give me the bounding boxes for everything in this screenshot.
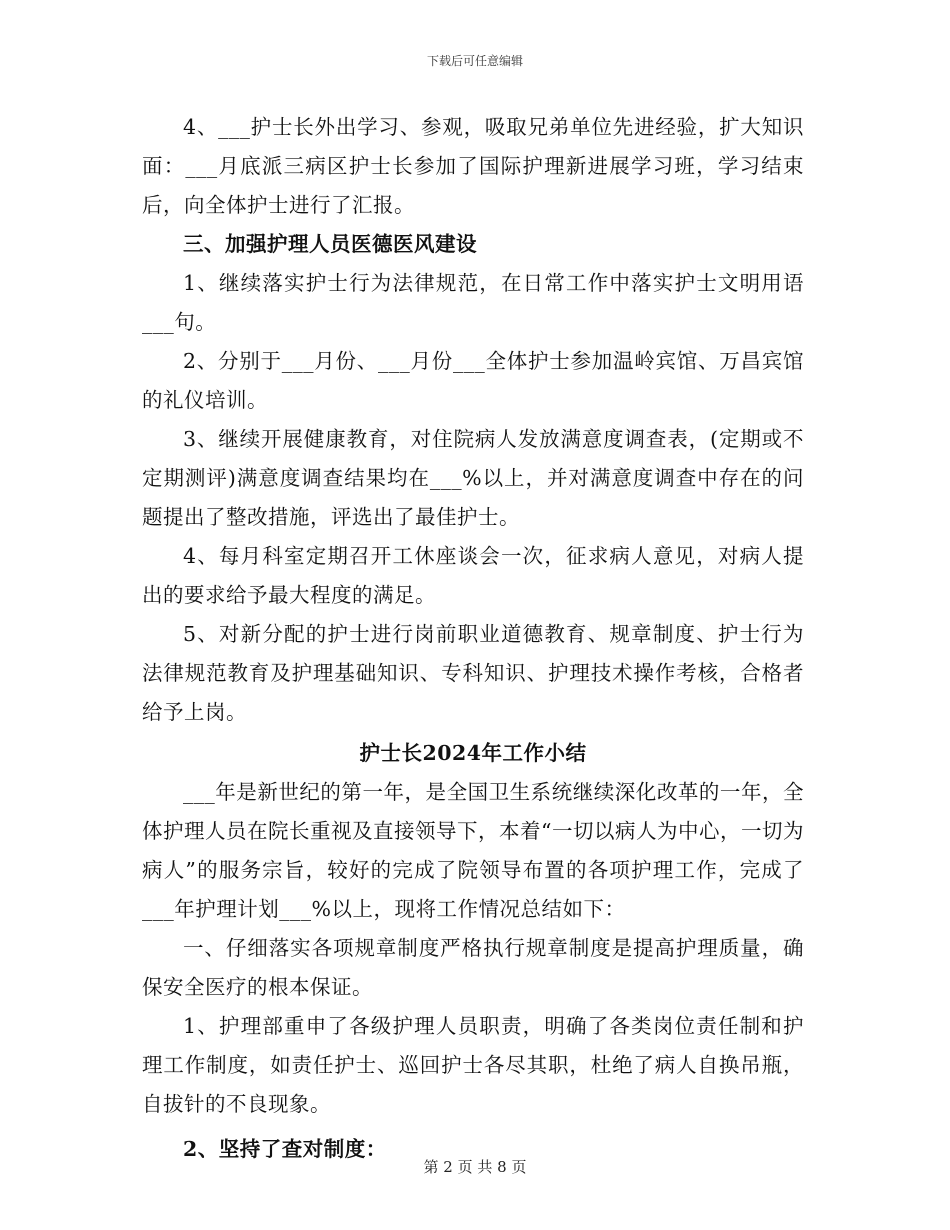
paragraph-item-1-duties: 1、护理部重申了各级护理人员职责，明确了各类岗位责任制和护理工作制度，如责任护士、巡回护士各尽其职，杜绝了病人自换吊瓶，自拔针的不良现象。 (142, 1014, 804, 1116)
paragraph-item-5-training: 5、对新分配的护士进行岗前职业道德教育、规章制度、护士行为法律规范教育及护理基础知识、专科知识、护理技术操作考核，合格者给予上岗。 (142, 622, 804, 724)
paragraph-section-one: 一、仔细落实各项规章制度严格执行规章制度是提高护理质量，确保安全医疗的根本保证。 (142, 936, 804, 999)
paragraph-item-4-meeting: 4、每月科室定期召开工休座谈会一次，征求病人意见，对病人提出的要求给予最大程度的满足。 (142, 544, 804, 607)
section-heading-ethics: 三、加强护理人员医德医风建设 (183, 232, 477, 256)
paragraph-item-1-norms: 1、继续落实护士行为法律规范，在日常工作中落实护士文明用语___句。 (142, 271, 804, 334)
page-footer: 第 2 页 共 8 页 (423, 1158, 527, 1176)
document-body (142, 108, 804, 1169)
paragraph-intro: ___年是新世纪的第一年，是全国卫生系统继续深化改革的一年，全体护理人员在院长重视及直接领导下，本着“一切以病人为中心，一切为病人”的服务宗旨，较好的完成了院领导布置的各项护理工作，完成了___年护理计划___%以上，现将工作情况总结如下： (142, 780, 804, 921)
paragraph-item-3-education: 3、继续开展健康教育，对住院病人发放满意度调查表，(定期或不定期测评)满意度调查结果均在___%以上，并对满意度调查中存在的问题提出了整改措施，评选出了最佳护士。 (142, 427, 804, 529)
section-heading-checking: 2、坚持了查对制度： (183, 1137, 387, 1161)
paragraph-item-2-etiquette: 2、分别于___月份、___月份___全体护士参加温岭宾馆、万昌宾馆的礼仪培训。 (142, 349, 804, 412)
document-title: 护士长2024年工作小结 (359, 741, 587, 765)
header-note: 下载后可任意编辑 (426, 54, 523, 68)
paragraph-item-4-study: 4、___护士长外出学习、参观，吸取兄弟单位先进经验，扩大知识面：___月底派三病区护士长参加了国际护理新进展学习班，学习结束后，向全体护士进行了汇报。 (142, 115, 804, 217)
